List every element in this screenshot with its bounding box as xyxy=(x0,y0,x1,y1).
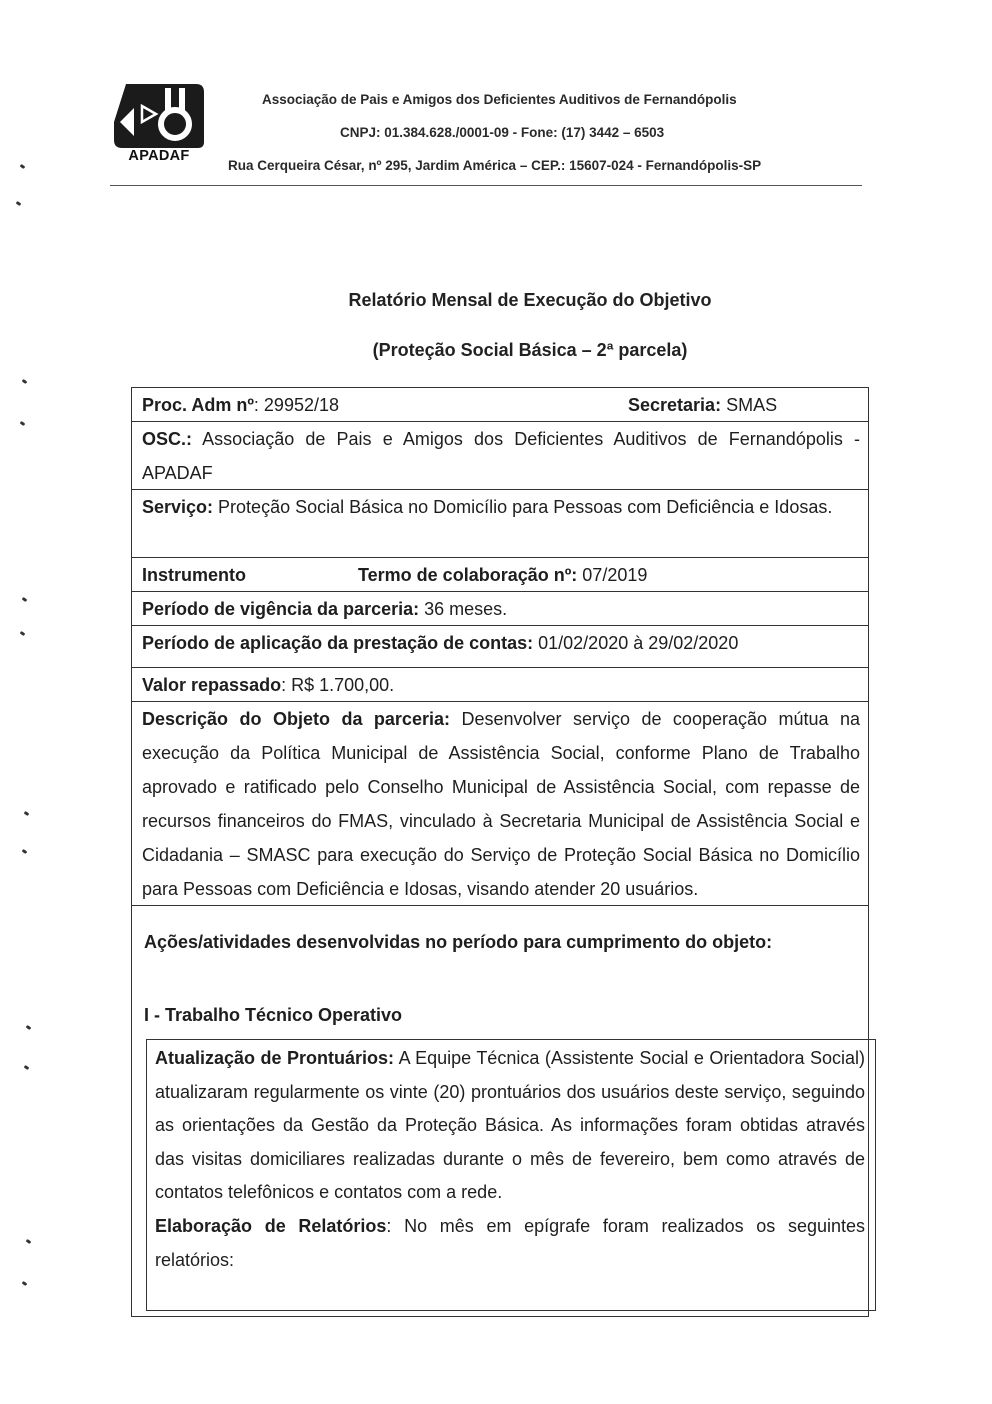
vigencia-label: Período de vigência da parceria: xyxy=(142,599,420,619)
secretaria-value: SMAS xyxy=(721,395,778,415)
scan-mark xyxy=(24,811,30,816)
scan-mark xyxy=(22,597,28,602)
logo-caption: APADAF xyxy=(128,148,190,164)
scan-mark xyxy=(20,421,26,426)
descricao-label: Descrição do Objeto da parceria: xyxy=(142,709,450,729)
scan-mark xyxy=(22,849,28,854)
scan-mark xyxy=(26,1025,32,1030)
scan-mark xyxy=(20,631,26,636)
document-title: Relatório Mensal de Execução do Objetivo xyxy=(348,290,712,310)
osc-label: OSC.: xyxy=(142,429,193,449)
termo-value: 07/2019 xyxy=(577,565,648,585)
aplicacao-label: Período de aplicação da prestação de contas: xyxy=(142,633,534,653)
scan-mark xyxy=(22,1281,28,1286)
row-aplicacao xyxy=(132,626,868,668)
relatorios-label: Elaboração de Relatórios xyxy=(155,1215,387,1236)
servico-label: Serviço: xyxy=(142,497,214,517)
report-table xyxy=(131,387,869,1317)
row-servico xyxy=(132,490,868,558)
row-vigencia xyxy=(132,592,868,626)
prontuarios-label: Atualização de Prontuários: xyxy=(155,1048,395,1068)
osc-value: Associação de Pais e Amigos dos Deficientes Auditivos de Fernandópolis - APADAF xyxy=(142,429,860,483)
relatorios-value: : No mês em epígrafe foram realizados os seguintes relatórios: xyxy=(155,1215,865,1270)
descricao-value: Desenvolver serviço de cooperação mútua na execução da Política Municipal de Assistência Social, conforme Plano de Trabalho aprovado e ratificado pelo Conselho Municipal de Assistência Social, com repasse de recursos financeiros do FMAS, vinculado à Secretaria Municipal de Assistência Social e Cidadania – SMASC para execução do Serviço de Proteção Social Básica no Domicílio para Pessoas com Deficiência e Idosas, visando atender 20 usuários. xyxy=(142,709,860,899)
letterhead-cnpj-phone: CNPJ: 01.384.628./0001-09 - Fone: (17) 3442 – 6503 xyxy=(340,125,665,140)
aplicacao-value: 01/02/2020 à 29/02/2020 xyxy=(533,633,739,653)
row-instrumento xyxy=(132,558,868,592)
scan-mark xyxy=(22,379,28,384)
instrumento-label: Instrumento xyxy=(142,565,247,585)
section-heading: I - Trabalho Técnico Operativo xyxy=(144,1005,403,1025)
secretaria-label: Secretaria: xyxy=(628,395,722,415)
row-proc-adm xyxy=(132,388,868,422)
technical-work-box xyxy=(146,1039,876,1311)
servico-value: Proteção Social Básica no Domicílio para Pessoas com Deficiência e Idosas. xyxy=(213,497,833,517)
vigencia-value: 36 meses. xyxy=(419,599,508,619)
prontuarios-value: A Equipe Técnica (Assistente Social e Orientadora Social) atualizaram regularmente os vinte (20) prontuários dos usuários deste serviço, seguindo as orientações da Gestão da Proteção Básica. As informações foram obtidas através das visitas domiciliares realizadas durante o mês de fevereiro, bem como através de contatos telefônicos e contatos com a rede. xyxy=(155,1048,866,1203)
proc-label: Proc. Adm nº xyxy=(142,395,254,415)
proc-value: : 29952/18 xyxy=(253,395,339,415)
document-subtitle: (Proteção Social Básica – 2ª parcela) xyxy=(372,340,688,360)
letterhead-association-name: Associação de Pais e Amigos dos Deficientes Auditivos de Fernandópolis xyxy=(262,92,737,107)
letterhead-divider xyxy=(110,185,862,186)
actions-heading: Ações/atividades desenvolvidas no período para cumprimento do objeto: xyxy=(144,932,773,952)
valor-value: : R$ 1.700,00. xyxy=(281,675,395,695)
letterhead-address: Rua Cerqueira César, nº 295, Jardim América – CEP.: 15607-024 - Fernandópolis-SP xyxy=(228,158,762,173)
prontuarios-paragraph xyxy=(155,1042,865,1210)
termo-label: Termo de colaboração nº: xyxy=(358,565,578,585)
scan-mark xyxy=(26,1239,32,1244)
scan-mark xyxy=(16,201,22,206)
row-descricao xyxy=(132,702,868,906)
valor-label: Valor repassado xyxy=(142,675,282,695)
scan-mark xyxy=(24,1065,30,1070)
relatorios-paragraph xyxy=(155,1210,865,1277)
row-valor xyxy=(132,668,868,702)
scan-mark xyxy=(20,164,26,169)
row-osc xyxy=(132,422,868,490)
